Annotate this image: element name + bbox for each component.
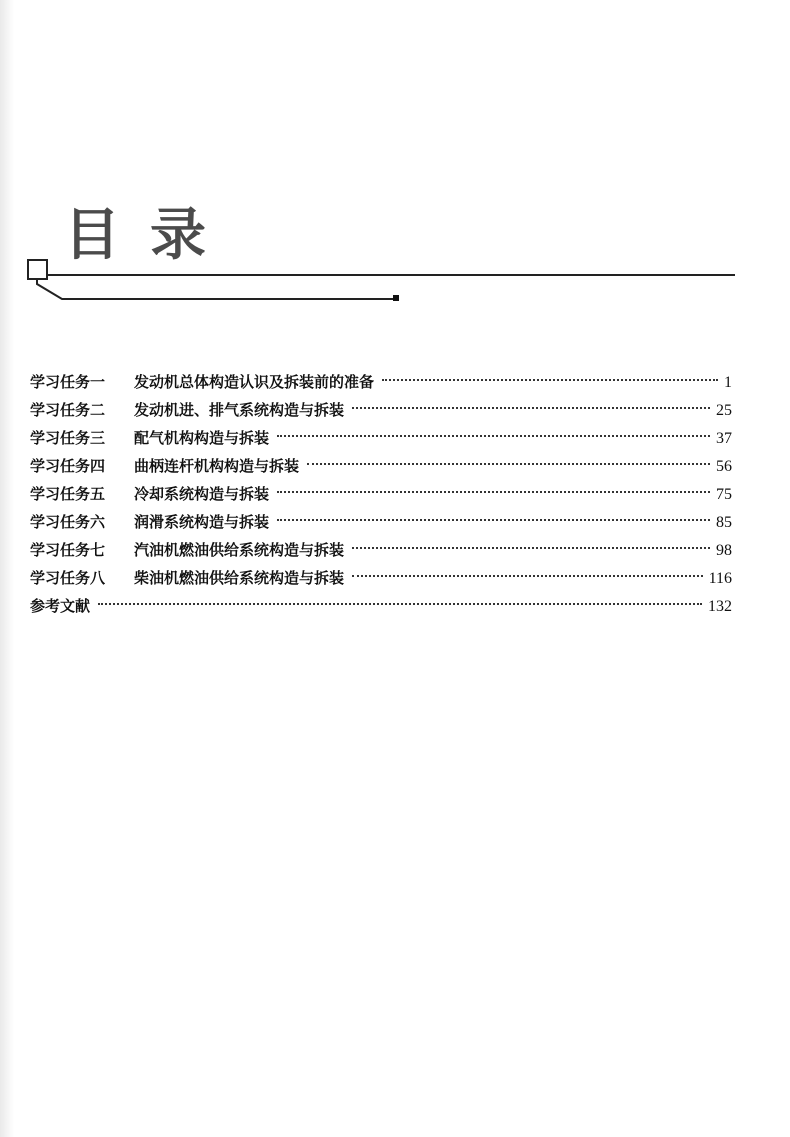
toc-entry-title: 汽油机燃油供给系统构造与拆装 bbox=[134, 541, 345, 559]
toc-entry[interactable] bbox=[30, 564, 732, 592]
toc-entry-page: 98 bbox=[716, 542, 732, 559]
page-edge-shadow bbox=[0, 0, 14, 1137]
table-of-contents bbox=[30, 368, 732, 620]
toc-dot-leader bbox=[277, 519, 710, 521]
toc-dot-leader bbox=[352, 407, 710, 409]
toc-entry-page: 37 bbox=[716, 430, 732, 447]
toc-entry-label: 学习任务六 bbox=[30, 513, 106, 531]
toc-entry-title: 柴油机燃油供给系统构造与拆装 bbox=[134, 569, 345, 587]
toc-entry-title: 曲柄连杆机构构造与拆装 bbox=[134, 457, 300, 475]
toc-entry[interactable] bbox=[30, 452, 732, 480]
toc-references-page: 132 bbox=[708, 598, 732, 615]
toc-entry[interactable] bbox=[30, 480, 732, 508]
toc-dot-leader bbox=[98, 603, 702, 605]
toc-dot-leader bbox=[382, 379, 718, 381]
toc-entry[interactable] bbox=[30, 536, 732, 564]
toc-entry-title: 配气机构构造与拆装 bbox=[134, 429, 270, 447]
toc-references-label: 参考文献 bbox=[30, 597, 91, 615]
toc-entry-title: 发动机进、排气系统构造与拆装 bbox=[134, 401, 345, 419]
title-rule-end-marker bbox=[393, 295, 399, 301]
toc-entry-title: 冷却系统构造与拆装 bbox=[134, 485, 270, 503]
toc-dot-leader bbox=[307, 463, 710, 465]
toc-entry-page: 25 bbox=[716, 402, 732, 419]
toc-entry-page: 116 bbox=[708, 570, 732, 587]
title-rule bbox=[47, 274, 735, 276]
toc-dot-leader bbox=[352, 575, 703, 577]
toc-entry[interactable] bbox=[30, 368, 732, 396]
toc-entry-label: 学习任务八 bbox=[30, 569, 106, 587]
toc-entry-title: 润滑系统构造与拆装 bbox=[134, 513, 270, 531]
toc-entry-label: 学习任务一 bbox=[30, 373, 106, 391]
toc-entry-label: 学习任务三 bbox=[30, 429, 106, 447]
toc-entry-label: 学习任务五 bbox=[30, 485, 106, 503]
toc-entry-label: 学习任务二 bbox=[30, 401, 106, 419]
toc-entry-page: 1 bbox=[724, 374, 732, 391]
toc-entry-page: 56 bbox=[716, 458, 732, 475]
toc-entry[interactable] bbox=[30, 396, 732, 424]
toc-entry-page: 75 bbox=[716, 486, 732, 503]
toc-entry[interactable] bbox=[30, 424, 732, 452]
toc-entry-label: 学习任务四 bbox=[30, 457, 106, 475]
toc-entry-page: 85 bbox=[716, 514, 732, 531]
toc-entry[interactable] bbox=[30, 508, 732, 536]
toc-dot-leader bbox=[277, 435, 710, 437]
toc-entry-references[interactable] bbox=[30, 592, 732, 620]
title-square-ornament bbox=[27, 259, 48, 280]
toc-dot-leader bbox=[277, 491, 710, 493]
page-title: 目录 bbox=[64, 203, 236, 268]
toc-entry-label: 学习任务七 bbox=[30, 541, 106, 559]
toc-entry-title: 发动机总体构造认识及拆装前的准备 bbox=[134, 373, 375, 391]
toc-dot-leader bbox=[352, 547, 710, 549]
